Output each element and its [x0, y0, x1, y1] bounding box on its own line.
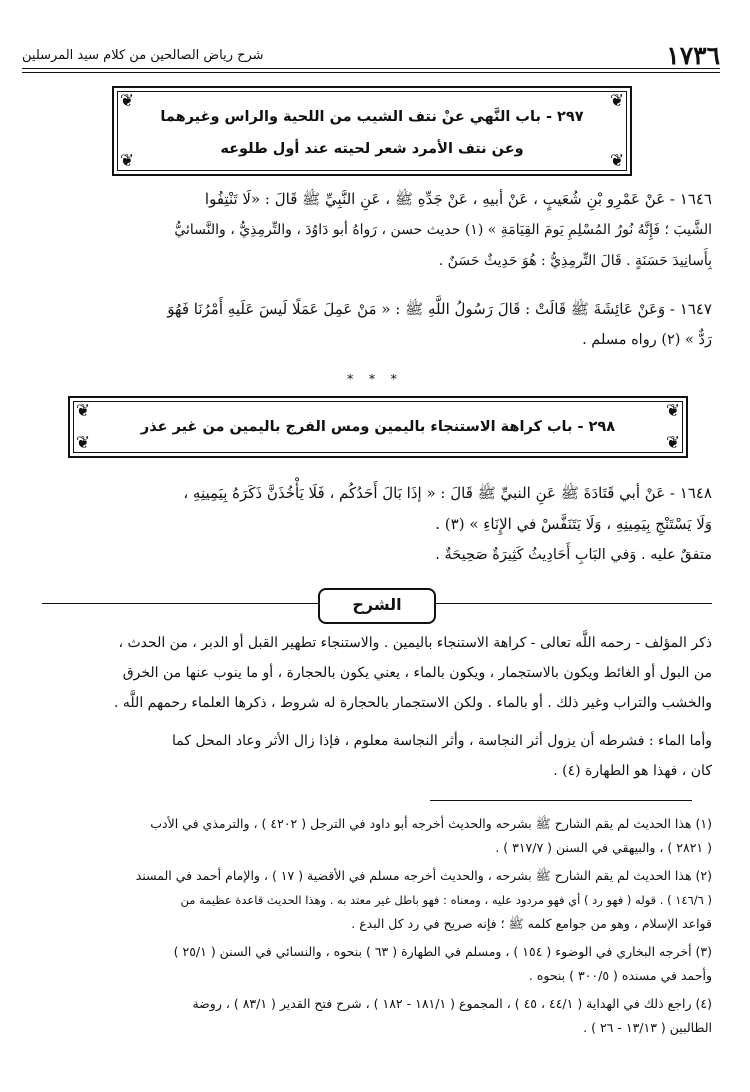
hadith-1648-line1: ١٦٤٨ - عَنْ أبي قَتَادَةَ ﷺ عَنِ النبيِّ ﷺ قَالَ : « إذَا بَالَ أَحَدُكُم ، فَلَا يَأْخُذَنَّ ذَكَرَهُ بِيَمِينِهِ ،	[183, 484, 712, 502]
footnote-3-line1: (٣) أخرجه البخاري في الوضوء ( ١٥٤ ) ، ومسلم في الطهارة ( ٦٣ ) بنحوه ، والنسائي في السنن ( ٢٥/١ )	[173, 944, 712, 959]
corner-ornament-icon: ❦	[665, 401, 681, 421]
corner-ornament-icon: ❦	[119, 151, 135, 171]
sharh-paragraph-2	[42, 726, 712, 786]
sharh-p1-line2: من البول أو الغائط ويكون بالاستجمار ، ويكون بالماء ، يعني يكون بالحجارة ، أو ما ينوب عنها من الخرق	[122, 665, 712, 681]
footnote-4-line1: (٤) راجع ذلك في الهداية ( ٤٤/١ ، ٤٥ ) ، المجموع ( ١٨١/١ - ١٨٢ ) ، شرح فتح القدير ( ٨٣/١ ) ، روضة	[192, 996, 712, 1011]
footnote-1-line2: ( ٢٨٢١ ) ، والبيهقي في السنن ( ٣١٧/٧ ) .	[495, 840, 712, 855]
chapter-297-frame	[112, 86, 632, 176]
corner-ornament-icon: ❦	[609, 91, 625, 111]
sharh-p2-line1: وأما الماء : فشرطه أن يزول أثر النجاسة ، وأثر النجاسة معلوم ، فإذا زال الأثر وعاد المحل كما	[172, 733, 712, 749]
footnote-2-line1: (٢) هذا الحديث لم يقم الشارح ﷺ بشرحه ، والحديث أخرجه مسلم في الأقضية ( ١٧ ) ، والإمام أحمد في المسند	[135, 868, 712, 883]
footnote-2-line3: قواعد الإسلام ، وهو من جوامع كلمه ﷺ ؛ فإنه صريح في رد كل البدع .	[351, 916, 712, 931]
hadith-1647	[42, 294, 712, 356]
corner-ornament-icon: ❦	[665, 433, 681, 453]
sharh-p1-line3: والخشب والتراب وغير ذلك . أو بالماء . ولكن الاستجمار بالحجارة له شروط ، ذكرها العلماء رحمهم اللَّه .	[114, 695, 712, 711]
hadith-1648-line3: متفقٌ عليه . وَفي البَابِ أَحَادِيثُ كَثِيرَةٌ صَحِيحَةٌ .	[435, 547, 712, 563]
footnote-rule	[430, 800, 692, 801]
running-title: شرح رياض الصالحين من كلام سيد المرسلين	[22, 47, 264, 63]
sharh-title: الشرح	[318, 588, 436, 624]
hadith-1647-line2: رَدٌّ » (٢) رواه مسلم .	[582, 332, 712, 348]
hadith-1647-line1: ١٦٤٧ - وَعَنْ عَائِشَةَ ﷺ قَالَتْ : قَالَ رَسُولُ اللَّهِ ﷺ : « مَنْ عَمِلَ عَمَلًا لَيسَ عَلَيهِ أَمْرُنَا فَهُوَ	[167, 300, 712, 318]
footnote-2-line2: ( ١٤٦/٦ ) . قوله ( فهو رد ) أي فهو مردود عليه ، ومعناه : فهو باطل غير معتد به . وهذا الحديث قاعدة عظيمة من	[180, 893, 712, 907]
footnotes	[44, 812, 712, 1040]
hadith-1646-line1: ١٦٤٦ - عَنْ عَمْرِو بْنِ شُعَيبٍ ، عَنْ أبيهِ ، عَنْ جَدِّهِ ﷺ ، عَنِ النَّبِيِّ ﷺ قَالَ : «لَا تَنْتِفُوا	[204, 190, 712, 208]
corner-ornament-icon: ❦	[119, 91, 135, 111]
chapter-297-title: ٢٩٧ - باب النَّهي عنْ نتف الشيب من اللحية والراس وغيرهما	[160, 109, 584, 125]
sharh-p1-line1: ذكر المؤلف - رحمه اللَّه تعالى - كراهة الاستنجاء باليمين . والاستنجاء تطهير القبل أو الدبر ، من الحدث ،	[118, 635, 712, 651]
section-separator: * * *	[347, 372, 403, 386]
hadith-1646	[42, 184, 712, 277]
sharh-paragraph-1	[42, 628, 712, 718]
header-rule	[22, 68, 720, 69]
footnote-4-line2: الطالبين ( ١٣/١٣ - ٢٦ ) .	[583, 1020, 712, 1035]
footnote-1-line1: (١) هذا الحديث لم يقم الشارح ﷺ بشرحه والحديث أخرجه أبو داود في الترجل ( ٤٢٠٢ ) ، والترمذي في الأدب	[150, 816, 712, 831]
hadith-1648	[42, 478, 712, 571]
hadith-1646-line3: بِأَسانِيدَ حَسَنَةٍ . قَالَ التِّرمِذِيُّ : هُوَ حَدِيثٌ حَسَنٌ .	[438, 253, 712, 269]
hadith-1648-line2: وَلَا يَسْتَنْجِ بِيَمِينِهِ ، وَلَا يَتَنَفَّسْ في الإِنَاءِ » (٣) .	[435, 515, 712, 533]
corner-ornament-icon: ❦	[75, 433, 91, 453]
sharh-p2-line2: كان ، فهذا هو الطهارة (٤) .	[553, 763, 712, 779]
corner-ornament-icon: ❦	[609, 151, 625, 171]
header-rule-thin	[22, 72, 720, 73]
footnote-3-line2: وأحمد في مسنده ( ٣٠٠/٥ ) بنحوه .	[528, 968, 712, 983]
chapter-297-subtitle: وعن نتف الأمرد شعر لحيته عند أول طلوعه	[220, 141, 524, 157]
chapter-298-frame	[68, 396, 688, 458]
corner-ornament-icon: ❦	[75, 401, 91, 421]
page-number: ١٧٣٦	[666, 40, 720, 70]
chapter-298-title: ٢٩٨ - باب كراهة الاستنجاء باليمين ومس الفرج باليمين من غير عذر	[140, 419, 616, 435]
hadith-1646-line2: الشَّيبَ ؛ فَإِنَّهُ نُورُ المُسْلِمِ يَومَ القِيَامَةِ » (١) حديث حسن ، رَواهُ أبو دَاوُدَ ، والتِّرمِذِيُّ ، والنَّسائيُّ	[174, 222, 712, 238]
page-header	[22, 38, 720, 72]
